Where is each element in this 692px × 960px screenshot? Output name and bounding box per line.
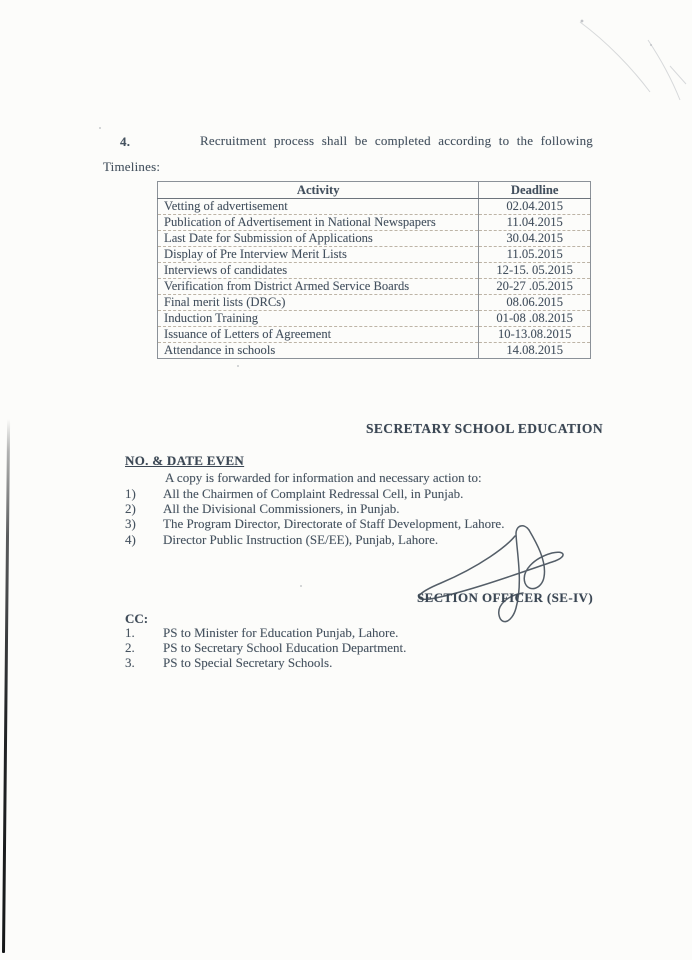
list-item-text: Director Public Instruction (SE/EE), Punjab, Lahore.: [163, 531, 439, 547]
table-header: [158, 182, 591, 199]
corner-scratch-artifact: [552, 0, 692, 130]
deadline-cell: 01-08 .08.2015: [479, 311, 591, 327]
deadline-cell: 10-13.08.2015: [479, 327, 591, 343]
paragraph-text-line1: Recruitment process shall be completed according to the following: [200, 133, 593, 148]
no-date-heading: NO. & DATE EVEN: [125, 453, 245, 468]
list-item-number: 3.: [125, 654, 135, 670]
list-item-text: PS to Secretary School Education Department.: [163, 639, 407, 655]
table-row: [158, 311, 591, 327]
table-row: [158, 327, 591, 343]
section-officer-title: SECTION OFFICER (SE-IV): [417, 590, 594, 605]
deadline-cell: 12-15. 05.2015: [479, 263, 591, 279]
activity-cell: Induction Training: [158, 311, 479, 327]
activity-cell: Verification from District Armed Service Boards: [158, 279, 479, 295]
list-item: [125, 486, 504, 501]
deadline-cell: 02.04.2015: [506, 199, 564, 213]
list-item-number: 2): [125, 501, 136, 517]
table-row: [158, 247, 591, 263]
list-item-number: 4): [125, 531, 136, 547]
list-item: [125, 641, 406, 656]
table-row: [158, 263, 591, 279]
deadline-cell: 20-27 .05.2015: [479, 279, 591, 295]
table-row: [158, 215, 591, 231]
list-item: [125, 516, 504, 531]
list-item-number: 1.: [125, 625, 135, 640]
column-header-activity: Activity: [158, 182, 479, 199]
activity-cell: Final merit lists (DRCs): [158, 295, 479, 311]
list-item-text: The Program Director, Directorate of Staff Development, Lahore.: [163, 516, 505, 532]
distribution-intro: A copy is forwarded for information and necessary action to:: [165, 470, 482, 485]
deadline-cell: 14.08.2015: [479, 343, 591, 359]
deadline-cell: 11.05.2015: [479, 247, 591, 263]
list-item: [125, 626, 406, 641]
activity-cell: Last Date for Submission of Applications: [158, 231, 479, 247]
activity-cell: Display of Pre Interview Merit Lists: [158, 247, 479, 263]
list-item-number: 1): [125, 486, 136, 501]
list-item: [125, 501, 504, 516]
list-item-text: All the Divisional Commissioners, in Punjab.: [163, 501, 400, 517]
table-header-row: [158, 182, 591, 199]
scan-edge-artifact: [2, 419, 10, 953]
activity-cell: Attendance in schools: [158, 343, 479, 359]
table-row: [158, 279, 591, 295]
paragraph-text-line2: Timelines:: [103, 159, 161, 174]
cc-list: [125, 626, 406, 670]
activity-cell: Issuance of Letters of Agreement: [158, 327, 479, 343]
list-item-number: 2.: [125, 639, 135, 655]
table-row: [158, 199, 591, 215]
activity-cell: Publication of Advertisement in National Newspapers: [158, 215, 479, 231]
list-item-text: All the Chairmen of Complaint Redressal Cell, in Punjab.: [163, 486, 464, 501]
table-row: [158, 295, 591, 311]
deadline-cell: 08.06.2015: [479, 295, 591, 311]
distribution-list: [125, 486, 504, 547]
paper-speck: [99, 127, 101, 129]
list-item: [125, 532, 504, 547]
opening-paragraph: [103, 133, 595, 175]
list-item-text: PS to Minister for Education Punjab, Lahore.: [163, 625, 399, 640]
table-row: [158, 231, 591, 247]
table-body: [158, 199, 591, 359]
table-row: [158, 343, 591, 359]
deadline-cell: 11.04.2015: [479, 215, 591, 231]
column-header-deadline: Deadline: [479, 182, 591, 199]
paragraph-number: 4.: [120, 134, 131, 149]
deadline-cell: 30.04.2015: [479, 231, 591, 247]
secretary-title: SECRETARY SCHOOL EDUCATION: [366, 421, 603, 436]
cc-label: CC:: [125, 611, 149, 626]
activity-cell: Vetting of advertisement: [158, 199, 479, 215]
paper-speck: [300, 585, 302, 587]
list-item: [125, 656, 406, 671]
recruitment-timeline-table: [157, 181, 591, 359]
activity-cell: Interviews of candidates: [158, 263, 479, 279]
paper-speck: [237, 365, 239, 367]
list-item-number: 3): [125, 516, 136, 532]
list-item-text: PS to Special Secretary Schools.: [163, 654, 333, 670]
